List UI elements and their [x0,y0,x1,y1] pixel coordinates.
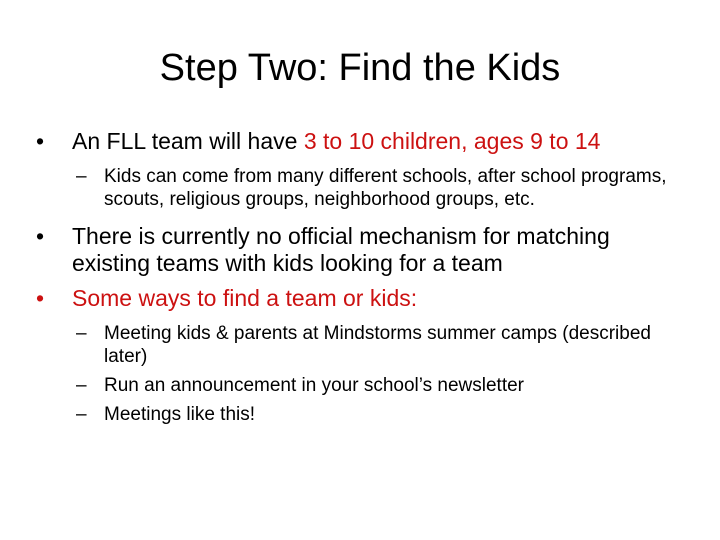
sub-item-text: Meetings like this! [104,404,256,425]
sub-list-team-size [36,165,686,211]
sub-list-ways [36,322,686,426]
bullet-icon: • [36,285,45,311]
sub-item-newsletter [36,374,686,397]
sub-item-meetings [36,403,686,426]
bullet-text: There is currently no official mechanism for matching existing teams with kids looking for a team [72,223,610,276]
sub-item-text: Meeting kids & parents at Mindstorms summer camps (described later) [104,323,651,367]
dash-icon: – [76,323,87,344]
bullet-icon: • [36,128,45,154]
dash-icon: – [76,375,87,396]
dash-icon: – [76,404,87,425]
highlight-text: 3 to 10 children, ages 9 to 14 [303,128,601,154]
sub-item-text: Run an announcement in your school’s newsletter [104,375,525,396]
bullet-text: An FLL team will have [72,128,304,154]
sub-item-summer-camps [36,322,686,368]
bullet-item-ways-to-find [36,285,686,312]
sub-item-kids-sources [36,165,686,211]
slide-title: Step Two: Find the Kids [159,47,561,89]
bullet-item-no-mechanism [36,223,686,277]
highlight-text: Some ways to find a team or kids: [72,285,418,311]
dash-icon: – [76,166,87,187]
slide-body [36,128,686,434]
bullet-icon: • [36,223,45,249]
bullet-item-team-size [36,128,686,155]
sub-item-text: Kids can come from many different schools, after school programs, scouts, religious groups, neighborhood groups, etc. [104,166,667,210]
